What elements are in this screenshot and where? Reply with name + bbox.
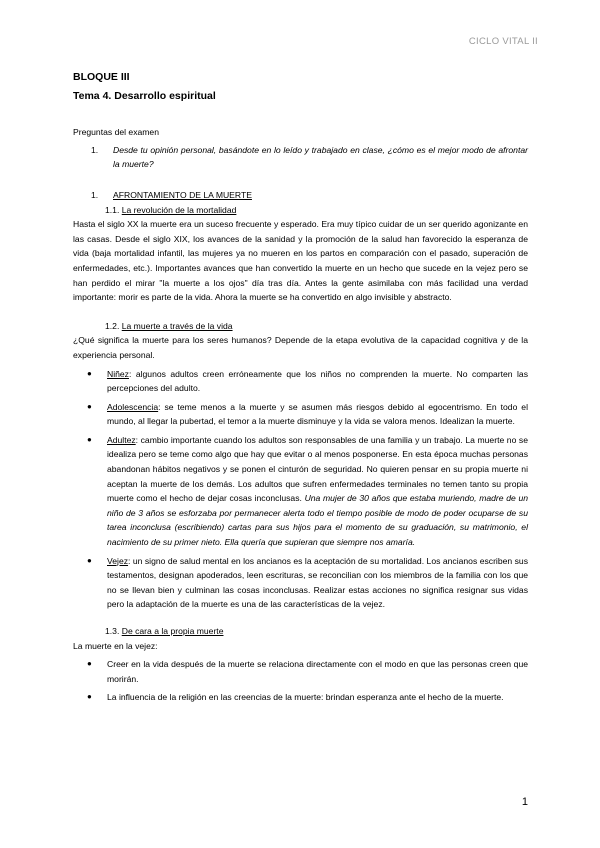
stage-term: Adolescencia xyxy=(107,401,159,412)
bullet-icon: ● xyxy=(87,692,92,702)
stage-text: : cambio importante cuando los adultos son responsables de una familia y un trabajo. La muerte no se idealiza pero se teme como algo que hay que evitar o al menos posponerse. En esta época muchas personas abandonan hábitos negativos y se ponen el cinturón de seguridad. No quieren pensar en su propia muerte ni aceptan la muerte de los demás. Los adultos que sufren enfermedades terminales no temen tanto su propia muerte como el hecho de dejar cosas inconclusas. xyxy=(107,434,528,504)
subsection-heading-1-1 xyxy=(73,203,528,218)
stage-example: Una mujer de 30 años que estaba muriendo, madre de un niño de 3 años se esforzaba por permanecer alerta todo el tiempo posible de modo de poder ocuparse de su tarea inconclusa (escribiendo) cartas para sus hijos para el momento de su graduación, su matrimonio, el nacimiento de su primer nieto. Ella quería que supieran que siempre nos amaría. xyxy=(107,493,529,548)
topic-title: Tema 4. Desarrollo espiritual xyxy=(73,89,216,102)
list-item xyxy=(73,554,528,612)
bullet-icon: ● xyxy=(87,659,92,669)
paragraph-intro-life: ¿Qué significa la muerte para los seres humanos? Depende de la etapa evolutiva de la capacidad cognitiva y de la experiencia personal. xyxy=(73,335,528,360)
section-title: AFRONTAMIENTO DE LA MUERTE xyxy=(113,189,252,200)
question-number: 1. xyxy=(91,144,99,155)
subsection-title: La muerte a través de la vida xyxy=(121,320,233,331)
stage-term: Adultez xyxy=(107,434,136,445)
block-title: BLOQUE III xyxy=(73,71,130,83)
list-item xyxy=(73,690,528,705)
question-text: Desde tu opinión personal, basándote en lo leído y trabajado en clase, ¿cómo es el mejor modo de afrontar la muerte? xyxy=(113,144,528,170)
bullet-icon: ● xyxy=(87,401,92,411)
paragraph-mortality: Hasta el siglo XX la muerte era un suceso frecuente y esperado. Era muy típico cuidar de un ser querido agonizante en las casas. Desde el siglo XIX, los avances de la sanidad y la promoción de la salud han favorecido la esperanza de vida (baja mortalidad infantil, las mujeres ya no mueren en los partos en comparación con el pasado, superación de enfermedades, etc.). Importantes avances que han convertido la muerte en un hecho que sucede en la vejez pero se han perdido el mirar "la muerte a los ojos" día tras día. Antes la gente asimilaba con más facilidad una verdad importante: morir es parte de la vida. Ahora la muerte se ha convertido en algo invisible y abstracto. xyxy=(73,219,528,303)
section-number: 1. xyxy=(91,189,99,200)
list-item xyxy=(73,400,528,429)
subsection-number: 1.2. xyxy=(105,320,120,331)
bullet-icon: ● xyxy=(87,434,92,444)
exam-question xyxy=(73,143,528,172)
document-body xyxy=(73,70,528,705)
subsection-title: La revolución de la mortalidad xyxy=(121,204,237,215)
subsection-heading-1-2 xyxy=(73,319,528,334)
list-item xyxy=(73,433,528,550)
life-stages-list xyxy=(73,367,528,613)
list-item xyxy=(73,367,528,396)
running-header: CICLO VITAL II xyxy=(468,36,538,47)
page-number: 1 xyxy=(521,796,528,808)
list-item xyxy=(73,657,528,686)
section-heading xyxy=(73,188,528,203)
subsection-title: De cara a la propia muerte xyxy=(121,626,224,636)
paragraph-intro-old-age: La muerte en la vejez: xyxy=(73,640,158,651)
stage-term: Niñez xyxy=(107,368,129,379)
bullet-icon: ● xyxy=(87,555,92,565)
subsection-heading-1-3 xyxy=(73,624,528,639)
old-age-list xyxy=(73,657,528,705)
stage-term: Vejez xyxy=(107,555,129,566)
bullet-icon: ● xyxy=(87,368,92,378)
list-item-text: La influencia de la religión en las creencias de la muerte: brindan esperanza ante el hecho de la muerte. xyxy=(107,692,504,703)
stage-text: : algunos adultos creen erróneamente que los niños no comprenden la muerte. No comparten las percepciones del adulto. xyxy=(107,368,528,394)
subsection-number: 1.3. xyxy=(105,626,120,636)
list-item-text: Creer en la vida después de la muerte se relaciona directamente con el modo en que las personas creen que morirán. xyxy=(107,659,528,684)
stage-text: : un signo de salud mental en los ancianos es la aceptación de su mortalidad. Los ancianos escriben sus testamentos, designan apoderados, leen escrituras, se reconcilian con los miembros de la familia con los que no se llevan bien y culminan las cosas inconclusas. Realizar estas acciones no significa resignar sus vidas pero la adaptación de la muerte es una de las características de la vejez. xyxy=(107,555,528,610)
exam-heading: Preguntas del examen xyxy=(73,127,159,138)
subsection-number: 1.1. xyxy=(105,204,120,215)
stage-text: : se teme menos a la muerte y se asumen más riesgos debido al egocentrismo. En todo el mundo, al llegar la pubertad, el temor a la muerte disminuye y la vida se valora menos. Idealizan la muerte. xyxy=(107,401,528,427)
